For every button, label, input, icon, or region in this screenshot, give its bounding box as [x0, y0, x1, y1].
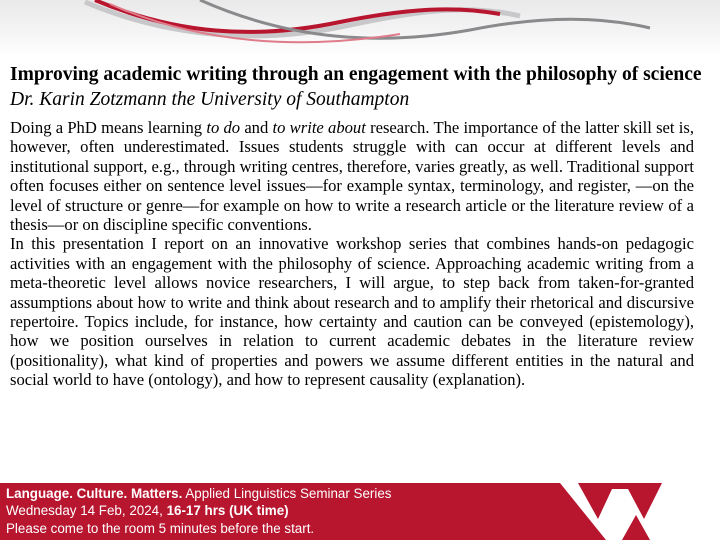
decorative-header-band: [0, 0, 720, 56]
talk-title: [10, 62, 716, 112]
abstract-p1-emphasis-2: to write about: [272, 118, 366, 137]
abstract-paragraph-2: In this presentation I report on an innovative workshop series that combines hands-on pedagogic activities with an engagement with the philosophy of science. Approaching academic writing from a meta-theoretic level allows novice researchers, I will argue, to step back from taken-for-granted assumptions about how to write and think about research and to amplify their rhetorical and discursive repertoire. Topics include, for instance, how certainty and caution can be conveyed (epistemology), how we position ourselves in relation to current academic debates in the literature review (positionality), what kind of properties and powers we assume different entities in the natural and social world to have (ontology), and how to represent causality (explanation).: [10, 234, 694, 390]
abstract-p1-text-3: research. The importance of the latter skill set is, however, often underestimated. Issues students struggle with can occur at different levels and institutional support, e.g., through writing centres, therefore, varies greatly, as well. Traditional support often focuses either on sentence level issues—for example syntax, terminology, and register, —on the level of structure or genre—for example on how to write a research article or the literature review of a thesis—or on discipline specific conventions.: [10, 118, 694, 235]
abstract-p1-emphasis-1: to do: [206, 118, 241, 137]
abstract-paragraph-1: [10, 118, 694, 234]
event-date: Wednesday 14 Feb, 2024,: [6, 503, 167, 519]
event-footer: [0, 483, 720, 540]
abstract-p1-text-1: Doing a PhD means learning: [10, 118, 207, 137]
date-line: [6, 502, 392, 519]
university-logo-mark: [520, 483, 720, 540]
series-line: [6, 485, 392, 502]
event-details: [6, 485, 392, 537]
event-time: 16-17 hrs (UK time): [166, 503, 289, 519]
abstract-p1-text-2: and: [240, 118, 273, 137]
series-name: Language. Culture. Matters.: [6, 486, 183, 501]
talk-title-main: Improving academic writing through an engagement with the philosophy of science: [10, 64, 702, 85]
talk-abstract: [10, 118, 694, 390]
talk-author: Dr. Karin Zotzmann the University of Southampton: [10, 89, 410, 110]
swoosh-graphic: [0, 0, 720, 56]
note-line: Please come to the room 5 minutes before the start.: [6, 520, 315, 536]
series-label: Applied Linguistics Seminar Series: [182, 486, 392, 501]
